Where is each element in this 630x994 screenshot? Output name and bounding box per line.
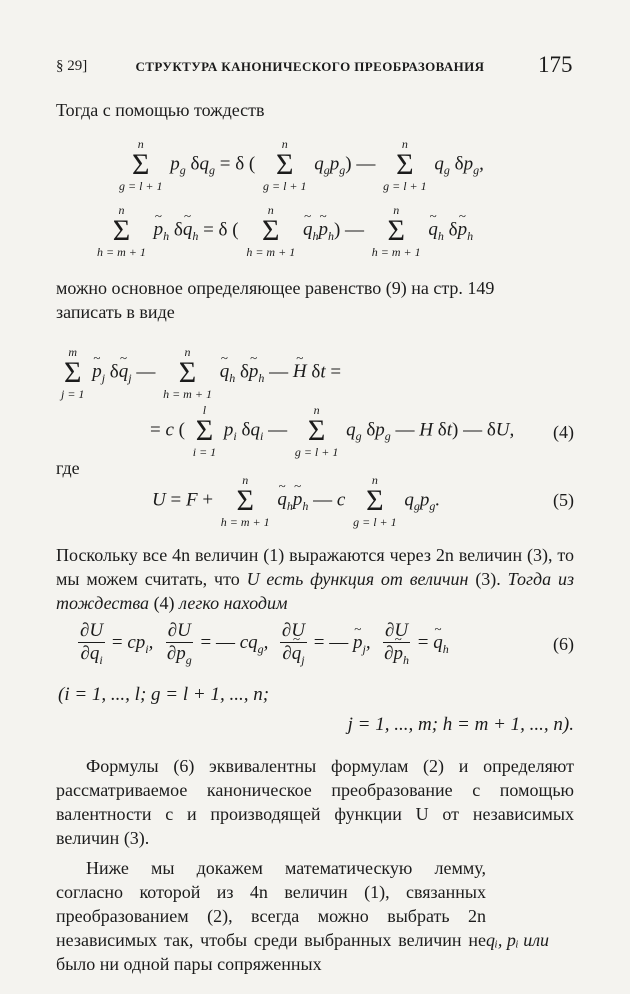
equation-number-4: (4) [553,422,574,442]
equation-number-6: (6) [553,634,574,654]
paragraph-lemma: Ниже мы докажем математическую лемму, согласно которой из 4n величин (1), связанных преобразованием (2), всегда можно выбрать 2n независимых так, чтобы среди выбранных величин не было ни одной пары сопряженных [56,858,486,974]
paragraph-formulas-6: Формулы (6) эквивалентны формулам (2) и определяют рассматриваемое каноническое преобразование с помощью валентности c и производящей функции U от независимых величин (3). [56,756,574,848]
equation-4-line-1: m Σ j = 1 ~ $p_j$ δ~ $q_j$ — n Σ h = m + 1 ~ $q_h$ δ~ $p_h$ — ~ H δt = [58,346,341,400]
equation-6: $\frac{\partial U}{\partial q_i}$ = $cp_i$, $\frac{\partial U}{\partial p_g}$ = — $cq_g$, $\frac{\partial U}{\partial\sim q_j}$ = — ~ $p_j$, $\frac{\partial U}{\partial\sim p_h}$ = ~ $q_h$ [76,620,449,667]
equation-4-line-2: = c ( l Σ i = 1 $p_i$ $\delta q_i$ — n Σ g = l + 1 $q_g$ $\delta p_g$ — H δt) — δU, [150,403,515,459]
section-number: § 29] [56,58,88,74]
paragraph-u-function: Поскольку все 4n величин (1) выражаются через 2n величин (3), то мы можем считать, что U есть функция от величин (3). Тогда из тождества (4) легко находим [56,545,575,613]
page-number: 175 [538,52,573,77]
index-ranges-line-2: j = 1, ..., m; h = m + 1, ..., n). [347,714,574,735]
index-ranges-line-1: (i = 1, ..., l; g = l + 1, ..., n; [58,684,270,705]
conjugate-pair-tail: qᵢ, pᵢ или [486,930,550,950]
identity-2: n Σ h = m + 1 ~ $p_h$ δ~ $q_h = \delta$ ( n Σ h = m + 1 ~ $q_h\sim$ $p_h$) — n Σ h = m + 1 ~ $q_h$ δ~ $p_h$ [94,204,473,258]
equation-5: U = F + n Σ h = m + 1 ~ $q_h\sim$ $p_h$ — c n Σ g = l + 1 $q_gp_g$. [152,474,440,528]
paragraph-intro: Тогда с помощью тождеств [56,100,265,120]
equation-number-5: (5) [553,490,574,510]
paragraph-main-equation: можно основное определяющее равенство (9) на стр. 149 записать в виде [56,278,495,322]
running-title: СТРУКТУРА КАНОНИЧЕСКОГО ПРЕОБРАЗОВАНИЯ [135,59,485,74]
where-word: где [56,458,80,478]
identity-1: n Σ g = l + 1 $p_g$ $\delta q_g = \delta$ ( n Σ g = l + 1 $q_gp_g$) — n Σ g = l + 1 $q_g$ $\delta p_g$, [119,137,484,193]
